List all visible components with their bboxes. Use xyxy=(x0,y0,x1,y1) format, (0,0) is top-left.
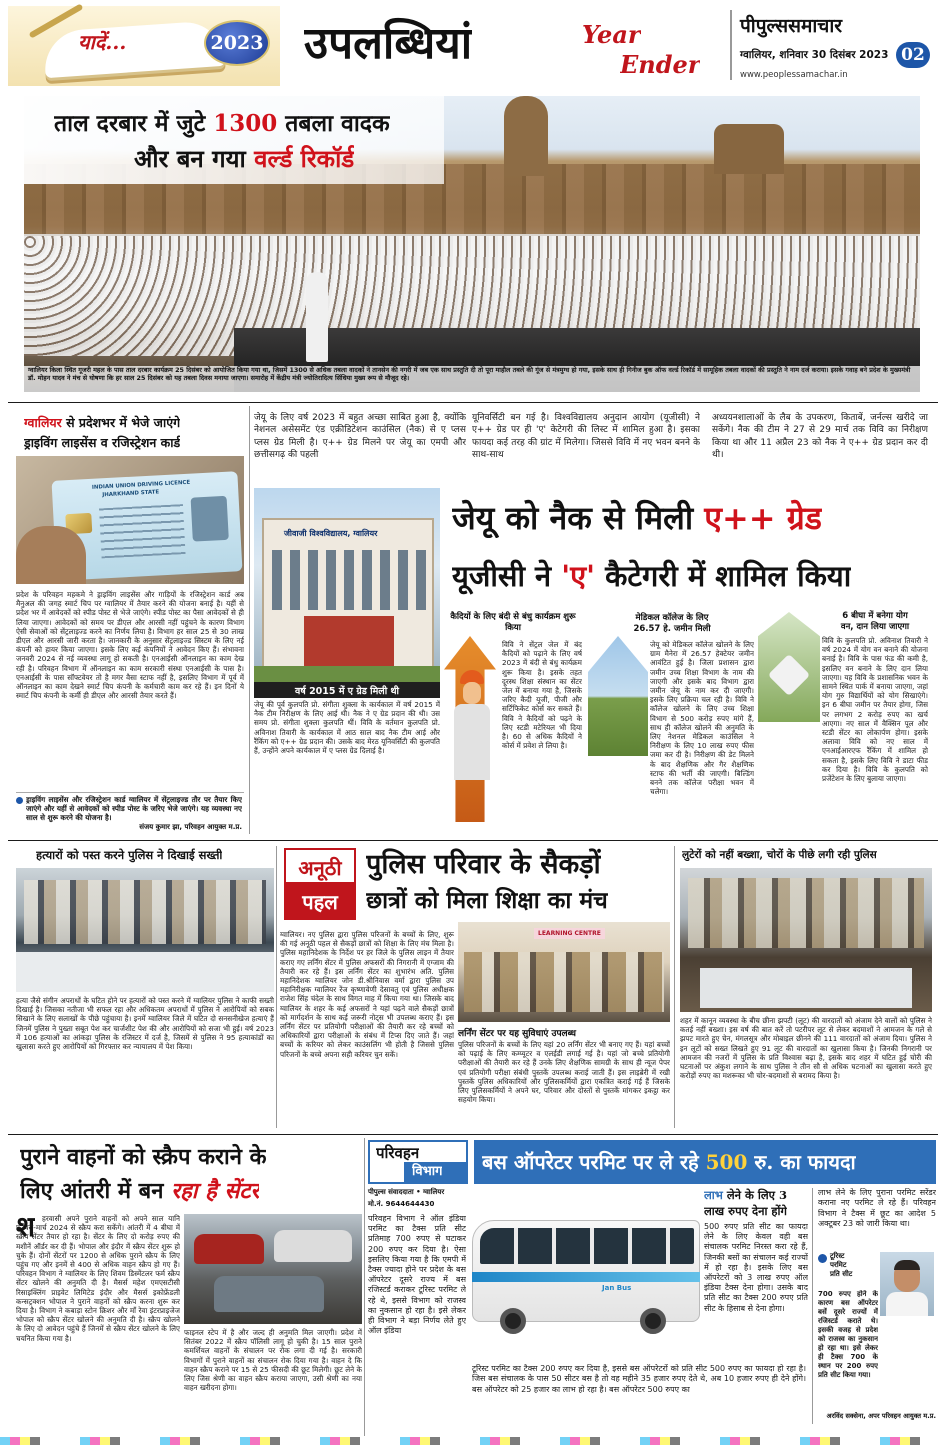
book-logo xyxy=(8,6,280,86)
tabla-headline-line2: और बन गया वर्ल्ड रिकॉर्ड xyxy=(134,144,355,173)
jiwaji-intro-col1: जेयू के लिए वर्ष 2023 में बहुत अच्छा साबित हुआ है, क्योंकि नेशनल असेसमेंट एंड एक्रीडिटेशन काउंसिल (नैक) से ए प्लस प्लस ग्रेड मिली है। ए++ ग्रेड मिलने पर जेयू का एमपी और छत्तीसगढ़ की पहली xyxy=(254,413,466,461)
col-divider-2 xyxy=(276,846,277,1128)
profit-headline-2: लाख रुपए देना होंगे xyxy=(704,1204,787,1218)
dateline: ग्वालियर, शनिवार 30 दिसंबर 2023 xyxy=(740,49,889,61)
bus-stripe xyxy=(472,1272,700,1282)
profit-headline: लाभ लेने के लिए 3 xyxy=(704,1188,788,1202)
scrap-headline-2: लिए आंतरी में बन रहा है सेंटर xyxy=(20,1178,260,1204)
bus-story xyxy=(368,1138,938,1438)
jiwaji-intro-col2: यूनिवर्सिटी बन गई है। विश्वविद्यालय अनुदान आयोग (यूजीसी) ने ए++ ग्रेड पर ही 'ए' केटेगरी की लिस्ट में शामिल हुआ है। इसका फायदा कई तरह की ग्रांट में मिलेगा। जिससे विवि में नए भवन बनने के साथ-साथ xyxy=(472,413,700,461)
license-story xyxy=(14,410,246,834)
police-center-body-1: ग्वालियर। नए पुलिस द्वारा पुलिस परिजनों के बच्चों के लिए, शुरू की गई अनूठी पहल से सैकड़ों छात्रों को शिक्षा के लिए मंच मिला है। पुलिस महानिदेशक के निर्देश पर हर जिले के पुलिस लाइन में तैयार कराए गए लर्निंग सेंटर में पुलिस अफसरों की निगरानी में एग्जाम की तैयारी कर रहे हैं। इस लर्निंग सेंटर का शुभारंभ अति. पुलिस महानिदेशक ग्वालियर जोन डी.श्रीनिवास वर्मा द्वारा पुलिस उप महानिरीक्षक ग्वालियर रेंज कृष्णावेणी देसावतु एवं पुलिस अधीक्षक राजेश सिंह चंदेल के साथ विगत माह में किया गया था। जिसके बाद ग्वालियर के शहर के कई अफसरों ने यहां पढ़ने वाले सैकड़ों छात्रों को मार्गदर्शन के साथ कई जरूरी नोट्स भी उपलब्ध कराए हैं। इस लर्निंग सेंटर पर प्रतियोगी परीक्षाओं की तैयारी कर रहे बच्चों को अधिकारियों द्वारा परीक्षाओं के संबंध में टिप्स दिए जाते हैं। जहां बच्चों के करियर को लेकर काउंसलिंग भी होती है जिससे पुलिस परिजनों के बच्चे अपना सही करियर चुन सकें। xyxy=(280,930,454,1059)
learning-centre-sign: LEARNING CENTRE xyxy=(534,928,605,939)
yoga-label: 6 बीघा में बनेगा योग वन, दान लिया जाएगा xyxy=(840,611,910,632)
card-title: INDIAN UNION DRIVING LICENCE xyxy=(91,479,191,491)
police-center-body-2: पुलिस परिजनों के बच्चों के लिए यहां 20 लर्निंग सेंटर भी बनाए गए हैं। यहां बच्चों को पढ़ाई के लिए कम्प्यूटर व एलईडी लगाई गई है। यहां जो बच्चे प्रतियोगी परीक्षाओं की तैयारी कर रहे हैं उनके लिए शैक्षणिक सामग्री के साथ ही न्यूज पेपर एवं प्रतियोगी परीक्षा संबंधी पुस्तकें उपलब्ध कराई जाती हैं। इस लाइब्रेरी में रखी पुस्तकें पुलिस अधिकारियों और पुलिसकर्मियों द्वारा एकत्रित कराई गई हैं जिसके लिए पुलिसकर्मियों ने अपने घर, परिवार और दोस्तों से पुस्तकें मांगकर इकट्ठा कर सहयोग किया। xyxy=(458,1040,670,1105)
license-headline-2: ड्राइविंग लाइसेंस व रजिस्ट्रेशन कार्ड xyxy=(24,435,181,450)
jiwaji-body: जेयू की पूर्व कुलपति प्रो. संगीता शुक्ला के कार्यकाल में वर्ष 2015 में नैक टीम निरीक्षण के लिए आई थी। नैक ने ए ग्रेड प्रदान की थी। उस समय प्रो. संगीता शुक्ला कुलपति थीं। विवि के वर्तमान कुलपति प्रो. अविनाश तिवारी के कार्यकाल में आठ साल बाद नैक टीम आई और रैंकिंग को ए++ ग्रेड प्रदान की। उसके बाद मेरठ यूनिवर्सिटी की कुलपति हैं, उन्होंने अपने कार्यकाल में ए प्लस ग्रेड दिलाई है। xyxy=(254,700,440,756)
card-photo-icon xyxy=(191,496,229,542)
official-portrait xyxy=(880,1252,934,1316)
tabla-headline-line1: ताल दरबार में जुटे 1300 तबला वादक xyxy=(54,110,390,137)
hand-shape xyxy=(16,526,86,584)
face-shape xyxy=(463,682,481,704)
scrap-cars-photo xyxy=(184,1214,362,1324)
building-entrance xyxy=(304,616,394,666)
learning-centre-photo xyxy=(458,922,670,1022)
jiwaji-intro-col3: अध्ययनशालाओं के लैब के उपकरण, किताबें, जर्नल्स खरीदे जा सकेंगे। नैक की टीम ने 27 से 29 मार्च तक विवि का निरीक्षण किया था और 11 अप्रैल 23 को नैक ने ए++ ग्रेड प्रदान कर दी थी। xyxy=(712,413,928,461)
bus-col-a: परिवहन विभाग ने ऑल इंडिया परमिट का टैक्स प्रति सीट प्रतिमाह 700 रुपए से घटाकर 200 रुपए कर दिया है। ऐसा इसलिए किया गया है कि एमपी में टैक्स ज्यादा होने पर प्रदेश के बस ऑपरेटर दूसरे राज्य में बस रजिस्टर्ड कराकर टूरिस्ट परमिट ले रहे थे, इससे विभाग को राजस्व का नुकसान हो रहा है। इसे लेकर ही विभाग ने बड़ा निर्णय लेते हुए ऑल इंडिया xyxy=(368,1214,466,1336)
byline-mobile: मो.नं. 9644644430 xyxy=(368,1200,435,1208)
building-windows xyxy=(272,550,428,610)
dept-badge xyxy=(368,1140,468,1184)
year-ender-line2: Ender xyxy=(620,50,701,79)
police-center-story xyxy=(280,846,670,1130)
page-number: 02 xyxy=(896,42,930,68)
quote-marker-icon xyxy=(16,797,23,804)
masthead-divider xyxy=(730,10,732,80)
license-card-photo xyxy=(16,456,244,584)
scrap-body-2: फाइनल स्टेप में है और जल्द ही अनुमति मिल जाएगी। प्रदेश में सितंबर 2022 में स्क्रैप पॉलिसी लागू हो चुकी है। 15 साल पुराने कमर्शियल वाहनों के संचालन पर रोक लगा दी गई है। सरकारी विभागों में पुराने वाहनों का संचालन रोक दिया गया है। वाहन दे कि वाहन स्क्रैप कराने पर 15 से 25 फीसदी की छूट मिलेगी। छूट लेने के लिए जिस श्रेणी का वाहन स्क्रैप कराया जाएगा, उसी श्रेणी का नया वाहन खरीदना होगा। xyxy=(184,1328,362,1393)
bus-wheel-front-icon xyxy=(500,1308,526,1334)
scrap-body-1: हरवासी अपने पुराने वाहनों को अपने साल यानि फरवरी-मार्च 2024 से स्क्रैप करा सकेंगे। आंतरी में 4 बीघा में स्क्रैप सेंटर तैयार हो रहा है। सेंटर के लिए दो करोड़ रुपए की मशीनें ऑर्डर कर दी हैं। भोपाल और इंदौर में स्क्रैप सेंटर शुरू हो चुके हैं। दोनों सेंटरों पर 1200 से अधिक पुराने स्क्रैप के लिए पहुंच गए और इनमें से 400 से अधिक वाहन स्क्रैप हो गए हैं। परिवहन विभाग ने ग्वालियर के लिए शिवम डिस्मेंटलर फर्म स्क्रैप सेंटर खोलने की अनुमति दी है। मैसर्स महेश एमएसटीसी रिसाइक्लिंग प्राइवेट लिमिटेड इंदौर और मैसर्स इकोफ्रेंडली कन्सट्रक्शन भोपाल ने पुराने वाहनों को स्क्रैप करना शुरू कर दिया है। विभाग ने कबाड़ा स्टोन क्रिशर और माँ रेवा इंटरप्राइजेज भोपाल को स्क्रैप सेंटर खोलने की अनुमति दी है। स्क्रैप खोलने के लिए दो आवेदन पहुंचे हैं जिनमें से स्क्रैप सेंटर खोलने के लिए चयनित किया गया है। xyxy=(16,1214,180,1343)
register-marks xyxy=(0,1437,945,1445)
yoga-story xyxy=(758,606,930,830)
dept-line1: परिवहन xyxy=(376,1144,420,1162)
scrap-story xyxy=(14,1138,362,1436)
police-left-body: हत्या जैसे संगीन अपराधों के घटित होने पर हत्यारों को पस्त करने में ग्वालियर पुलिस ने काफी सख्ती दिखाई है। जिसका नतीजा भी सफल रहा और अधिकतम अपराधों में पुलिस ने आरोपियों को सबक सिखाने के लिए सलाखों के पीछे पहुंचाया है। इनमें ग्वालियर जिले में घटित दो सनसनीखेज हत्याएं हैं जिनमें पुलिस ने पुख्ता सबूत पेश कर चार्जशीट पेश की और आरोपियों को सजा भी हुई। वर्ष 2023 में 106 हत्याओं का आंकड़ा पुलिस के रजिस्टर में दर्ज है, जिसमें से पुलिस ने 95 हत्याकांडों का खुलासा करते हुए आरोपियों को गिरफ्तार कर न्यायालय में पेश किया। xyxy=(16,996,274,1052)
press-table xyxy=(16,952,274,992)
license-quote-box xyxy=(16,792,244,834)
medical-label: मेडिकल कॉलेज के लिए 26.57 हे. जमीन मिली xyxy=(633,613,711,634)
scrap-headline-1: पुराने वाहनों को स्क्रैप कराने के xyxy=(20,1144,267,1170)
book-page-icon xyxy=(43,20,226,78)
officers-standing xyxy=(688,878,924,948)
section-divider-3 xyxy=(8,1134,938,1135)
police-left-story xyxy=(14,846,274,1130)
section-divider-2 xyxy=(8,840,938,841)
year-label: 2023 xyxy=(210,32,264,54)
jail-label: कैदियों के लिए बंदी से बंधु कार्यक्रम शुरू किया xyxy=(450,612,576,633)
card-lines xyxy=(99,504,186,558)
scrap-dropcap: श xyxy=(16,1212,36,1242)
paper-logo: पीपुल्ससमाचार xyxy=(740,15,843,37)
bus-right-note: 700 रुपए होने के कारण बस ऑपरेटर बसें दूसरे राज्यों में रजिस्टर्ड कराते थे। इसकी वजह से प्रदेश को राजस्व का नुकसान हो रहा था। इसे लेकर ही टैक्स 700 के स्थान पर 200 रुपए प्रति सीट किया गया। xyxy=(818,1290,878,1379)
medical-story xyxy=(588,606,756,830)
police-left-headline: हत्यारों को पस्त करने पुलिस ने दिखाई सख्ती xyxy=(36,848,223,862)
conductor-figure xyxy=(306,272,328,362)
year-badge xyxy=(204,20,270,66)
jail-story xyxy=(442,606,584,830)
col-divider-3 xyxy=(674,846,675,1128)
badge-line2: पहल xyxy=(284,884,356,920)
yoga-body: विवि के कुलपति प्रो. अविनाश तिवारी ने वर्ष 2024 में योग वन बनाने की योजना बनाई है। विवि के पास फंड की कमी है, इसलिए वन बनाने के लिए दान लिया जाएगा। यह विवि के प्रशासनिक भवन के सामने स्थित पार्क में बनाया जाएगा, जहां योग गुरु विद्यार्थियों को योग सिखाएंगे। इन 6 बीघा जमीन पर तैयार होगा, जिस पर लगभग 2 करोड़ रुपए का खर्च आएगा। नए साल में वैक्सिन पूल और स्टडी सेंटर का लोकार्पण होगा। इसके अलावा विवि को नए साल में एनआईआरएफ रैंकिंग में शामिल हो सकता है, इसके लिए विवि ने डाटा फीड कर दिया है। विवि के कुलपति को प्रजेंटेशन के लिए बुलाया जाएगा। xyxy=(822,636,928,784)
police-sub-label: लर्निंग सेंटर पर यह सुविधाएं उपलब्ध xyxy=(458,1029,577,1039)
tabla-caption: ग्वालियर किला स्थित गूजरी महल के पास ताल दरबार कार्यक्रम 25 दिसंबर को आयोजित किया गया था, जिसमें 1300 से अधिक तबला वादकों ने तानसेन की नगरी में जब एक साथ प्रस्तुति दी तो पूरा माहौल तबले की गूंज से मंत्रमुग्ध हो गया, इसके साथ ही गिनीज बुक ऑफ वर्ल्ड रिकॉर्ड में सामूहिक तबला वादकों की प्रस्तुति ने नाम दर्ज कराया। इसके गवाह बने प्रदेश के मुख्यमंत्री डॉ. मोहन यादव ने मंच से घोषणा कि हर साल 25 दिसंबर को यह तबला दिवस मनाया जाएगा। समारोह में केंद्रीय मंत्री ज्योतिरादित्य सिंधिया मुख्य रूप से मौजूद रहे। xyxy=(24,366,920,392)
police-right-headline: लुटेरों को नहीं बख्शा, चोरों के पीछे लगी रही पुलिस xyxy=(682,849,877,861)
medical-body: जेयू को मेडिकल कॉलेज खोलने के लिए ग्राम मैनेरा में 26.57 हेक्टेयर जमीन आवंटित हुई है। जिला प्रशासन द्वारा जमीन उच्च शिक्षा विभाग के नाम की जाएगी और इसके बाद विभाग द्वारा जमीन जेयू के नाम कर दी जाएगी। इसके लिए प्रक्रिया चल रही है। विवि ने कॉलेज खोलने के लिए उच्च शिक्षा विभाग से 500 करोड़ रुपए मांगे हैं, साथ ही कॉलेज खोलने की अनुमति के लिए नेशनल मेडिकल काउंसिल ने निरीक्षण के लिए 10 लाख रुपए फीस जमा कर दी है। निरीक्षण की डेट मिलने के बाद शैक्षणिक और गैर शैक्षणिक स्टाफ की भर्ती की जाएगी। बिल्डिंग बनने तक कॉलेज परीक्षा भवन में चलेगा। xyxy=(650,640,754,797)
official-name: अरविंद सक्सेना, अपर परिवहन आयुक्त म.प्र. xyxy=(826,1412,936,1420)
police-press-photo xyxy=(16,868,274,992)
scrapped-car-1 xyxy=(194,1234,264,1264)
license-body: प्रदेश के परिवहन महकमे ने ड्राइविंग लाइसेंस और गाड़ियों के रजिस्ट्रेशन कार्ड अब मैनुअल की जगह स्मार्ट चिप पर ग्वालियर में तैयार करने की योजना बनाई है। यहीं से प्रदेश भर में आवेदकों को स्पीड पोस्ट से भेजे जाएंगे। स्पीड पोस्ट का पैसा आवेदकों से ही लिया जाएगा। आवेदकों को समय पर डीएल और आरसी नहीं पहुंचने के कारण विभाग ऐसी सेवाओं को सेंट्रलाइज्ड करने का निर्णय लिया है। विभाग हर साल 25 से 30 लाख डीएल और आरसी जारी करता है। जानकारी के अनुसार सेंट्रलाइज्ड सिस्टम के लिए नई कंपनी को हायर किया जाएगा। इसके लिए कई कंपनियों ने आवेदन किए हैं। संभावना जनवरी 2024 से नई व्यवस्था लागू हो सकती है। एनआईसी ऑनलाइन का काम देख रही है। परिवहन विभाग में ऑनलाइन का काम सरकारी संस्था एनआईसी के पास है। एनआईसी के पास सॉफ्टवेयर तो है मगर वैसा स्टाफ नहीं है, इसलिए विभाग में पूर्व में ऑनलाइन का काम देखने स्मार्ट चिप कंपनी के कर्मचारी काम कर रहे हैं। इन दिनों ये स्मार्ट चिप कंपनी के कर्मी ही डीएल और आरसी तैयार करते हैं। xyxy=(16,590,244,701)
col-divider xyxy=(249,406,250,834)
bus-right-col: लाभ लेने के लिए पुराना परमिट सरेंडर कराना नए परमिट ले रहे हैं। परिवहन विभाग ने टैक्स में छूट का आदेश 5 अक्टूबर 23 को जारी किया था। xyxy=(818,1188,936,1229)
section-divider xyxy=(8,402,938,403)
license-quote-author: संजय कुमार झा, परिवहन आयुक्त म.प्र. xyxy=(139,823,242,831)
portrait-shirt xyxy=(886,1292,928,1316)
building-sign: जीवाजी विश्वविद्यालय, ग्वालियर xyxy=(284,529,378,538)
bus-under-text: टूरिस्ट परमिट का टैक्स 200 रुपए कर दिया है, इससे बस ऑपरेटरों को प्रति सीट 500 रुपए का फायदा हो रहा है। जिस बस संचालक के पास 50 सीटर बस है तो वह महीने 35 हजार रुपए देते थे, अब 10 हजार रुपए ही देने होंगे। बस ऑपरेटर को 25 हजार का लाभ हो रहा है। बस ऑपरेटर 500 रुपए का xyxy=(472,1364,806,1394)
photo-band: वर्ष 2015 में ए ग्रेड मिली थी xyxy=(254,682,440,698)
scrapped-car-2 xyxy=(274,1230,352,1262)
police-right-story xyxy=(678,846,932,1130)
section-title: उपलब्धियां xyxy=(304,18,473,69)
police-center-headline-1: पुलिस परिवार के सैकड़ों xyxy=(366,849,601,880)
col-divider-5 xyxy=(812,1188,813,1424)
uniformed-officers xyxy=(464,952,664,1012)
jiwaji-headline-1: जेयू को नैक से मिली ए++ ग्रेड xyxy=(452,499,822,537)
memories-label: यादें... xyxy=(78,30,127,54)
prisoner-illustration xyxy=(454,670,490,780)
byline: पीपुल्स संवाददाता • ग्वालियर xyxy=(368,1188,445,1196)
website[interactable]: www.peoplessamachar.in xyxy=(740,70,848,80)
license-headline: ग्वालियर से प्रदेशभर में भेजे जाएंगे xyxy=(24,415,181,430)
robe-shape xyxy=(454,704,490,780)
portrait-hair xyxy=(894,1260,920,1270)
tabla-event-photo xyxy=(24,96,920,392)
info-dot-icon xyxy=(818,1254,827,1263)
lawn xyxy=(254,666,440,682)
scrapped-car-3 xyxy=(214,1276,324,1312)
anuthi-badge xyxy=(282,848,358,922)
profit-body: 500 रुपए प्रति सीट का फायदा लेने के लिए केवल वही बस संचालक परमिट निरस्त करा रहे हैं, जिनकी बसों का संचालन कई राज्यों में हो रहा है। इसके लिए बस ऑपरेटरों को 3 लाख रुपए ऑल इंडिया टैक्स देना होगा। उसके बाद प्रति सीट का टैक्स 200 रुपए प्रति सीट के हिसाब से देना होगा। xyxy=(704,1222,808,1313)
card-state: JHARKHAND STATE xyxy=(102,489,160,499)
badge-line1: अनूठी xyxy=(284,848,356,884)
yoga-person xyxy=(768,654,810,696)
dept-line2: विभाग xyxy=(412,1164,443,1179)
university-building-photo xyxy=(254,488,440,682)
year-ender-line1: Year xyxy=(582,20,641,49)
bus-headline: बस ऑपरेटर परमिट पर ले रहे 500 रु. का फायदा xyxy=(482,1150,856,1174)
police-right-body: शहर में कानून व्यवस्था के बीच छीना झपटी (लूट) की वारदातों को अंजाम देने वालों को पुलिस ने कतई नहीं बख्शा। इस वर्ष की बात करें तो पटरीपर लूट से लेकर बदमाशों ने आमजन के गले से झपट मारते हुए चेन, मंगलसूत्र और मोबाइल छीनने की 111 वारदातों को अंजाम दिया। पुलिस ने इन लूटों को सख्त लिखते हुए 91 लूट की वारदातों का खुलासा किया है। जिनकी निगरानी पर आमजन की नजरों में पुलिस के प्रति विश्वास बढ़ा है, इसके बाद शहर में घटित हुई चोरी की घटनाओं पर अंकुश लगाने के साथ पुलिस ने तीन सौ से अधिक घटनाओं का खुलासा करते हुए करोड़ों रुपए का मशरूका भी चोर-बदमाशों से बरामद किया है। xyxy=(680,1016,932,1081)
fort-dome xyxy=(504,96,548,176)
tourist-permit-label: टूरिस्ट परमिट प्रति सीट xyxy=(818,1252,878,1279)
jail-body: विवि ने सेंट्रल जेल में बंद कैदियों को पढ़ाने के लिए वर्ष 2023 में बंदी से बंधु कार्यक्रम शुरू किया है। इसके तहत दूरस्थ शिक्षा संस्थान का सेंटर जेल में बनाया गया है, जिसके जरिए कैदी यूजी, पीजी और सर्टिफिकेट कोर्स कर सकते हैं। विवि ने कैदियों को पढ़ने के लिए स्टडी मटेरियल भी दिया है। 60 से अधिक कैदियों ने कोर्स में प्रवेश ले लिया है। xyxy=(502,640,582,751)
bus-windows xyxy=(480,1228,694,1264)
seized-items-table xyxy=(700,968,912,1008)
officers-row xyxy=(24,880,266,944)
land-graphic xyxy=(588,636,648,756)
col-divider-4 xyxy=(364,1138,365,1436)
bus-illustration xyxy=(472,1212,702,1340)
police-center-headline-2: छात्रों को मिला शिक्षा का मंच xyxy=(366,887,608,914)
bus-brand: Jan Bus xyxy=(602,1284,632,1292)
building xyxy=(262,518,434,668)
fort-tower xyxy=(714,124,784,174)
police-right-photo xyxy=(680,868,932,1012)
bus-wheel-rear-icon xyxy=(640,1308,666,1334)
masthead xyxy=(8,6,938,86)
jiwaji-headline-2: यूजीसी ने 'ए' कैटेगरी में शामिल किया xyxy=(452,559,852,593)
yoga-photo xyxy=(758,612,820,722)
license-quote: ड्राइविंग लाइसेंस और रजिस्ट्रेशन कार्ड ग्वालियर में सेंट्रलाइज्ड तौर पर तैयार किए जाएंगे और यहीं से आवेदकों को स्पीड पोस्ट के जरिए भेजे जाएंगे। यह व्यवस्था नए साल से शुरू करने की योजना है। xyxy=(26,795,242,823)
